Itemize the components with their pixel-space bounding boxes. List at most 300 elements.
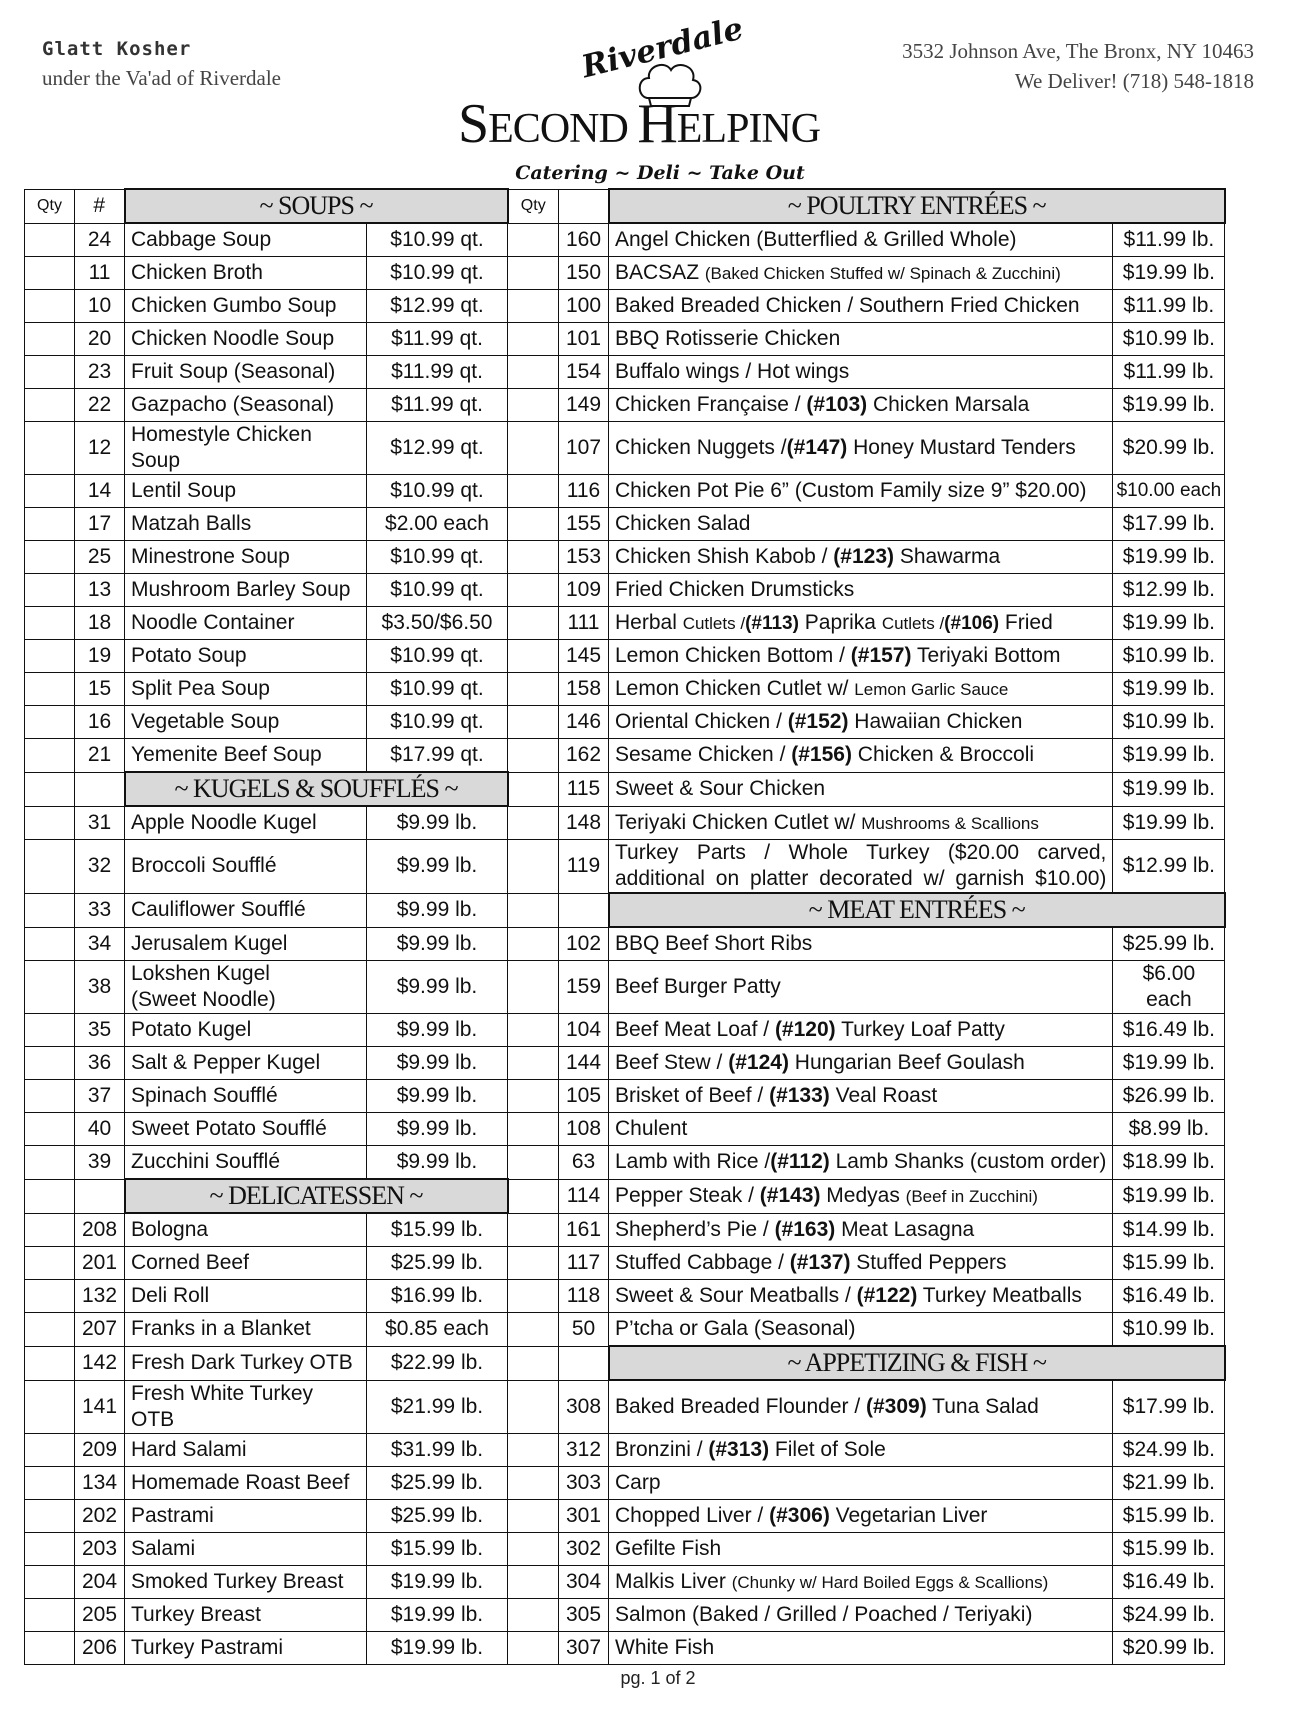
item-price: $20.99 lb.	[1113, 1631, 1225, 1664]
qty-cell[interactable]	[25, 1014, 75, 1047]
item-price: $11.99 qt.	[367, 389, 508, 422]
number-column-header	[559, 189, 609, 223]
item-name: Chicken Noodle Soup	[125, 323, 367, 356]
item-price: $10.99 qt.	[367, 673, 508, 706]
item-number: 301	[559, 1499, 609, 1532]
item-price: $12.99 qt.	[367, 290, 508, 323]
table-row	[25, 1532, 1225, 1565]
item-number: 38	[75, 961, 125, 1014]
item-name: Apple Noodle Kugel	[125, 806, 367, 840]
address: 3532 Johnson Ave, The Bronx, NY 10463	[902, 39, 1254, 63]
item-price: $25.99 lb.	[367, 1466, 508, 1499]
qty-cell[interactable]	[508, 356, 559, 389]
qty-cell[interactable]	[25, 1532, 75, 1565]
item-name: P’tcha or Gala (Seasonal)	[609, 1313, 1113, 1347]
table-row	[25, 806, 1225, 840]
item-price: $9.99 lb.	[367, 1113, 508, 1146]
qty-cell[interactable]	[25, 1146, 75, 1180]
qty-cell[interactable]	[508, 1014, 559, 1047]
table-row	[25, 1014, 1225, 1047]
item-number: 50	[559, 1313, 609, 1347]
item-price: $26.99 lb.	[1113, 1080, 1225, 1113]
qty-cell[interactable]	[25, 422, 75, 475]
qty-cell[interactable]	[508, 739, 559, 773]
item-number: 23	[75, 356, 125, 389]
item-number: 307	[559, 1631, 609, 1664]
qty-cell[interactable]	[508, 541, 559, 574]
item-name: Cabbage Soup	[125, 223, 367, 257]
item-number: 304	[559, 1565, 609, 1598]
table-row	[25, 1113, 1225, 1146]
item-number: 148	[559, 806, 609, 840]
item-name: Cauliflower Soufflé	[125, 893, 367, 927]
item-number: 21	[75, 739, 125, 773]
table-row	[25, 1247, 1225, 1280]
item-name: Pastrami	[125, 1499, 367, 1532]
item-number: 100	[559, 290, 609, 323]
section-header-fish: ~ APPETIZING & FISH ~	[609, 1346, 1225, 1380]
qty-cell[interactable]	[25, 323, 75, 356]
item-price: $25.99 lb.	[367, 1499, 508, 1532]
qty-cell[interactable]	[25, 1433, 75, 1466]
qty-cell[interactable]	[25, 223, 75, 257]
qty-cell[interactable]	[508, 1433, 559, 1466]
qty-cell[interactable]	[25, 1113, 75, 1146]
qty-cell[interactable]	[508, 1466, 559, 1499]
qty-cell[interactable]	[508, 1598, 559, 1631]
item-name: Brisket of Beef / (#133) Veal Roast	[609, 1080, 1113, 1113]
qty-cell[interactable]	[25, 1499, 75, 1532]
item-name: Stuffed Cabbage / (#137) Stuffed Peppers	[609, 1247, 1113, 1280]
table-row	[25, 422, 1225, 475]
item-price: $9.99 lb.	[367, 1014, 508, 1047]
item-name: Lentil Soup	[125, 475, 367, 508]
qty-cell[interactable]	[508, 508, 559, 541]
qty-cell[interactable]	[508, 706, 559, 739]
qty-cell[interactable]	[508, 1213, 559, 1247]
qty-cell[interactable]	[25, 574, 75, 607]
item-name: Carp	[609, 1466, 1113, 1499]
item-number: 202	[75, 1499, 125, 1532]
item-name: Fried Chicken Drumsticks	[609, 574, 1113, 607]
qty-cell[interactable]	[508, 1313, 559, 1347]
item-number: 104	[559, 1014, 609, 1047]
table-row	[25, 1466, 1225, 1499]
number-cell	[559, 893, 609, 927]
item-name: Bologna	[125, 1213, 367, 1247]
qty-cell[interactable]	[508, 1346, 559, 1380]
qty-cell[interactable]	[25, 1213, 75, 1247]
item-price: $24.99 lb.	[1113, 1433, 1225, 1466]
table-row	[25, 1280, 1225, 1313]
item-number: 63	[559, 1146, 609, 1180]
item-name: Sesame Chicken / (#156) Chicken & Broccoli	[609, 739, 1113, 773]
qty-cell[interactable]	[25, 706, 75, 739]
item-number: 32	[75, 840, 125, 894]
table-row	[25, 1080, 1225, 1113]
table-row	[25, 1631, 1225, 1664]
item-price: $17.99 qt.	[367, 739, 508, 773]
item-price: $10.99 qt.	[367, 223, 508, 257]
item-price: $19.99 lb.	[1113, 739, 1225, 773]
item-price: $10.99 qt.	[367, 257, 508, 290]
logo-tagline: Catering ~ Deli ~ Take Out	[515, 162, 805, 184]
qty-cell[interactable]	[508, 475, 559, 508]
item-name: Baked Breaded Flounder / (#309) Tuna Salad	[609, 1380, 1113, 1433]
item-price: $11.99 lb.	[1113, 356, 1225, 389]
table-row	[25, 673, 1225, 706]
item-number: 109	[559, 574, 609, 607]
item-name: BBQ Beef Short Ribs	[609, 927, 1113, 961]
qty-cell[interactable]	[25, 1631, 75, 1664]
item-number: 114	[559, 1179, 609, 1213]
table-row	[25, 389, 1225, 422]
item-name: Chicken Salad	[609, 508, 1113, 541]
item-price: $9.99 lb.	[367, 1047, 508, 1080]
item-price: $3.50/$6.50	[367, 607, 508, 640]
table-row	[25, 323, 1225, 356]
item-name: Jerusalem Kugel	[125, 927, 367, 961]
item-price: $9.99 lb.	[367, 1146, 508, 1180]
item-number: 111	[559, 607, 609, 640]
qty-cell[interactable]	[508, 1565, 559, 1598]
item-name: Fresh White Turkey OTB	[125, 1380, 367, 1433]
item-name: Chulent	[609, 1113, 1113, 1146]
qty-cell[interactable]	[508, 1631, 559, 1664]
item-number: 116	[559, 475, 609, 508]
qty-cell[interactable]	[25, 1466, 75, 1499]
item-number: 155	[559, 508, 609, 541]
qty-column-header: Qty	[25, 189, 75, 223]
item-price: $15.99 lb.	[1113, 1247, 1225, 1280]
item-name: Beef Burger Patty	[609, 961, 1113, 1014]
qty-cell[interactable]	[508, 389, 559, 422]
item-name: Gefilte Fish	[609, 1532, 1113, 1565]
qty-cell[interactable]	[25, 1380, 75, 1433]
table-row	[25, 840, 1225, 894]
section-header-poultry: ~ POULTRY ENTRÉES ~	[609, 189, 1225, 223]
item-number: 25	[75, 541, 125, 574]
item-price: $10.99 lb.	[1113, 1313, 1225, 1347]
item-name: Turkey Pastrami	[125, 1631, 367, 1664]
item-name: White Fish	[609, 1631, 1113, 1664]
item-name: Potato Kugel	[125, 1014, 367, 1047]
item-number: 118	[559, 1280, 609, 1313]
number-column-header: #	[75, 189, 125, 223]
qty-cell[interactable]	[25, 389, 75, 422]
item-name: Chicken Française / (#103) Chicken Marsala	[609, 389, 1113, 422]
item-price: $15.99 lb.	[367, 1213, 508, 1247]
item-name: Lemon Chicken Bottom / (#157) Teriyaki Bottom	[609, 640, 1113, 673]
qty-cell[interactable]	[25, 1313, 75, 1347]
item-number: 305	[559, 1598, 609, 1631]
item-number: 18	[75, 607, 125, 640]
item-name: Malkis Liver (Chunky w/ Hard Boiled Eggs & Scallions)	[609, 1565, 1113, 1598]
item-name: Hard Salami	[125, 1433, 367, 1466]
item-name: Shepherd’s Pie / (#163) Meat Lasagna	[609, 1213, 1113, 1247]
qty-cell[interactable]	[508, 607, 559, 640]
item-number: 158	[559, 673, 609, 706]
item-name: Sweet & Sour Meatballs / (#122) Turkey Meatballs	[609, 1280, 1113, 1313]
item-number: 208	[75, 1213, 125, 1247]
item-number: 150	[559, 257, 609, 290]
item-price: $15.99 lb.	[1113, 1532, 1225, 1565]
item-number: 201	[75, 1247, 125, 1280]
qty-cell[interactable]	[25, 1247, 75, 1280]
item-number: 34	[75, 927, 125, 961]
menu-table	[24, 188, 1226, 1665]
qty-cell[interactable]	[25, 772, 75, 806]
qty-column-header: Qty	[508, 189, 559, 223]
item-name: Chopped Liver / (#306) Vegetarian Liver	[609, 1499, 1113, 1532]
item-name: Fruit Soup (Seasonal)	[125, 356, 367, 389]
item-price: $19.99 lb.	[367, 1631, 508, 1664]
qty-cell[interactable]	[25, 508, 75, 541]
qty-cell[interactable]	[25, 840, 75, 894]
table-row	[25, 1433, 1225, 1466]
item-price: $16.99 lb.	[367, 1280, 508, 1313]
table-row	[25, 893, 1225, 927]
item-number: 33	[75, 893, 125, 927]
qty-cell[interactable]	[508, 840, 559, 894]
qty-cell[interactable]	[508, 574, 559, 607]
item-price: $19.99 lb.	[1113, 257, 1225, 290]
item-name: Chicken Shish Kabob / (#123) Shawarma	[609, 541, 1113, 574]
item-name: Salami	[125, 1532, 367, 1565]
qty-cell[interactable]	[25, 927, 75, 961]
item-name: Vegetable Soup	[125, 706, 367, 739]
item-price: $19.99 lb.	[1113, 673, 1225, 706]
logo-name: SECOND HELPING	[458, 93, 821, 155]
item-name: Sweet Potato Soufflé	[125, 1113, 367, 1146]
item-name: Homemade Roast Beef	[125, 1466, 367, 1499]
table-row	[25, 508, 1225, 541]
table-row	[25, 927, 1225, 961]
qty-cell[interactable]	[25, 673, 75, 706]
qty-cell[interactable]	[25, 1280, 75, 1313]
item-name: Angel Chicken (Butterflied & Grilled Whole)	[609, 223, 1113, 257]
item-price: $12.99 qt.	[367, 422, 508, 475]
item-number: 159	[559, 961, 609, 1014]
item-number: 160	[559, 223, 609, 257]
qty-cell[interactable]	[508, 1380, 559, 1433]
item-name: Fresh Dark Turkey OTB	[125, 1346, 367, 1380]
table-row	[25, 772, 1225, 806]
item-price: $19.99 lb.	[367, 1565, 508, 1598]
qty-cell[interactable]	[508, 257, 559, 290]
item-name: Split Pea Soup	[125, 673, 367, 706]
item-number: 149	[559, 389, 609, 422]
item-price: $10.99 qt.	[367, 706, 508, 739]
number-cell	[75, 772, 125, 806]
item-number: 162	[559, 739, 609, 773]
page-number: pg. 1 of 2	[620, 1668, 696, 1688]
qty-cell[interactable]	[25, 1598, 75, 1631]
item-number: 24	[75, 223, 125, 257]
item-name: Beef Meat Loaf / (#120) Turkey Loaf Patty	[609, 1014, 1113, 1047]
qty-cell[interactable]	[508, 1532, 559, 1565]
item-number: 203	[75, 1532, 125, 1565]
item-price: $19.99 lb.	[1113, 541, 1225, 574]
item-number: 107	[559, 422, 609, 475]
item-price: $9.99 lb.	[367, 893, 508, 927]
qty-cell[interactable]	[25, 257, 75, 290]
item-number: 145	[559, 640, 609, 673]
item-number: 102	[559, 927, 609, 961]
item-price: $9.99 lb.	[367, 840, 508, 894]
table-row	[25, 475, 1225, 508]
item-price: $11.99 qt.	[367, 323, 508, 356]
qty-cell[interactable]	[508, 1499, 559, 1532]
item-name: Smoked Turkey Breast	[125, 1565, 367, 1598]
item-number: 15	[75, 673, 125, 706]
qty-cell[interactable]	[508, 927, 559, 961]
item-name: Chicken Broth	[125, 257, 367, 290]
item-number: 13	[75, 574, 125, 607]
item-name: Beef Stew / (#124) Hungarian Beef Goulash	[609, 1047, 1113, 1080]
qty-cell[interactable]	[508, 1280, 559, 1313]
qty-cell[interactable]	[508, 323, 559, 356]
item-number: 153	[559, 541, 609, 574]
table-row	[25, 607, 1225, 640]
logo	[440, 10, 860, 184]
qty-cell[interactable]	[508, 1113, 559, 1146]
item-number: 204	[75, 1565, 125, 1598]
qty-cell[interactable]	[25, 475, 75, 508]
item-price: $19.99 lb.	[1113, 1047, 1225, 1080]
item-number: 119	[559, 840, 609, 894]
number-cell	[559, 1346, 609, 1380]
item-name: Chicken Gumbo Soup	[125, 290, 367, 323]
qty-cell[interactable]	[25, 541, 75, 574]
qty-cell[interactable]	[508, 772, 559, 806]
item-number: 303	[559, 1466, 609, 1499]
qty-cell[interactable]	[508, 422, 559, 475]
item-name: BBQ Rotisserie Chicken	[609, 323, 1113, 356]
item-price: $16.49 lb.	[1113, 1014, 1225, 1047]
qty-cell[interactable]	[508, 806, 559, 840]
item-price: $9.99 lb.	[367, 806, 508, 840]
qty-cell[interactable]	[508, 1080, 559, 1113]
item-price: $20.99 lb.	[1113, 422, 1225, 475]
item-name: Sweet & Sour Chicken	[609, 772, 1113, 806]
item-price: $0.85 each	[367, 1313, 508, 1347]
item-price: $15.99 lb.	[1113, 1499, 1225, 1532]
qty-cell[interactable]	[508, 961, 559, 1014]
item-name: Turkey Breast	[125, 1598, 367, 1631]
table-row	[25, 1565, 1225, 1598]
item-price: $10.99 lb.	[1113, 323, 1225, 356]
item-number: 117	[559, 1247, 609, 1280]
qty-cell[interactable]	[25, 1565, 75, 1598]
item-number: 207	[75, 1313, 125, 1347]
item-name: Homestyle Chicken Soup	[125, 422, 367, 475]
vaad-label: under the Va'ad of Riverdale	[42, 66, 281, 90]
qty-cell[interactable]	[508, 290, 559, 323]
table-row	[25, 1179, 1225, 1213]
item-price: $24.99 lb.	[1113, 1598, 1225, 1631]
qty-cell[interactable]	[508, 1146, 559, 1180]
qty-cell[interactable]	[25, 1080, 75, 1113]
item-price: $19.99 lb.	[1113, 389, 1225, 422]
item-number: 209	[75, 1433, 125, 1466]
qty-cell[interactable]	[508, 1247, 559, 1280]
qty-cell[interactable]	[508, 223, 559, 257]
qty-cell[interactable]	[25, 806, 75, 840]
item-number: 302	[559, 1532, 609, 1565]
qty-cell[interactable]	[508, 893, 559, 927]
qty-cell[interactable]	[25, 1179, 75, 1213]
qty-cell[interactable]	[25, 640, 75, 673]
item-price: $11.99 lb.	[1113, 290, 1225, 323]
item-number: 206	[75, 1631, 125, 1664]
item-number: 19	[75, 640, 125, 673]
qty-cell[interactable]	[508, 640, 559, 673]
item-number: 101	[559, 323, 609, 356]
item-number: 12	[75, 422, 125, 475]
item-name: Chicken Pot Pie 6” (Custom Family size 9” $20.00)	[609, 475, 1113, 508]
item-number: 205	[75, 1598, 125, 1631]
item-number: 35	[75, 1014, 125, 1047]
qty-cell[interactable]	[25, 961, 75, 1014]
item-name: Turkey Parts / Whole Turkey ($20.00 carved, additional on platter decorated w/ garnish $10.00)	[609, 840, 1113, 894]
section-header-kugels: ~ KUGELS & SOUFFLÉS ~	[125, 772, 508, 806]
item-name: Chicken Nuggets /(#147) Honey Mustard Tenders	[609, 422, 1113, 475]
item-number: 20	[75, 323, 125, 356]
item-name: Salt & Pepper Kugel	[125, 1047, 367, 1080]
item-name: Broccoli Soufflé	[125, 840, 367, 894]
table-row	[25, 1313, 1225, 1347]
qty-cell[interactable]	[508, 1179, 559, 1213]
item-name: Minestrone Soup	[125, 541, 367, 574]
qty-cell[interactable]	[25, 739, 75, 773]
table-row	[25, 1346, 1225, 1380]
item-price: $19.99 lb.	[1113, 607, 1225, 640]
item-price: $22.99 lb.	[367, 1346, 508, 1380]
item-price: $12.99 lb.	[1113, 574, 1225, 607]
item-name: Zucchini Soufflé	[125, 1146, 367, 1180]
item-price: $8.99 lb.	[1113, 1113, 1225, 1146]
item-number: 11	[75, 257, 125, 290]
table-row	[25, 1146, 1225, 1180]
item-name: Oriental Chicken / (#152) Hawaiian Chicken	[609, 706, 1113, 739]
qty-cell[interactable]	[25, 893, 75, 927]
table-row	[25, 1047, 1225, 1080]
item-price: $11.99 lb.	[1113, 223, 1225, 257]
item-name: Lamb with Rice /(#112) Lamb Shanks (custom order)	[609, 1146, 1113, 1180]
item-name: Bronzini / (#313) Filet of Sole	[609, 1433, 1113, 1466]
qty-cell[interactable]	[25, 1346, 75, 1380]
table-row	[25, 706, 1225, 739]
item-name: Pepper Steak / (#143) Medyas (Beef in Zucchini)	[609, 1179, 1113, 1213]
item-price: $16.49 lb.	[1113, 1565, 1225, 1598]
table-row	[25, 223, 1225, 257]
qty-cell[interactable]	[25, 607, 75, 640]
item-name: Teriyaki Chicken Cutlet w/ Mushrooms & Scallions	[609, 806, 1113, 840]
qty-cell[interactable]	[508, 1047, 559, 1080]
item-name: Salmon (Baked / Grilled / Poached / Teriyaki)	[609, 1598, 1113, 1631]
qty-cell[interactable]	[25, 1047, 75, 1080]
item-number: 141	[75, 1380, 125, 1433]
qty-cell[interactable]	[508, 673, 559, 706]
qty-cell[interactable]	[25, 290, 75, 323]
item-number: 132	[75, 1280, 125, 1313]
qty-cell[interactable]	[25, 356, 75, 389]
table-row	[25, 1213, 1225, 1247]
table-row	[25, 1598, 1225, 1631]
item-name: Lemon Chicken Cutlet w/ Lemon Garlic Sauce	[609, 673, 1113, 706]
item-name: Herbal Cutlets /(#113) Paprika Cutlets /(#106) Fried	[609, 607, 1113, 640]
